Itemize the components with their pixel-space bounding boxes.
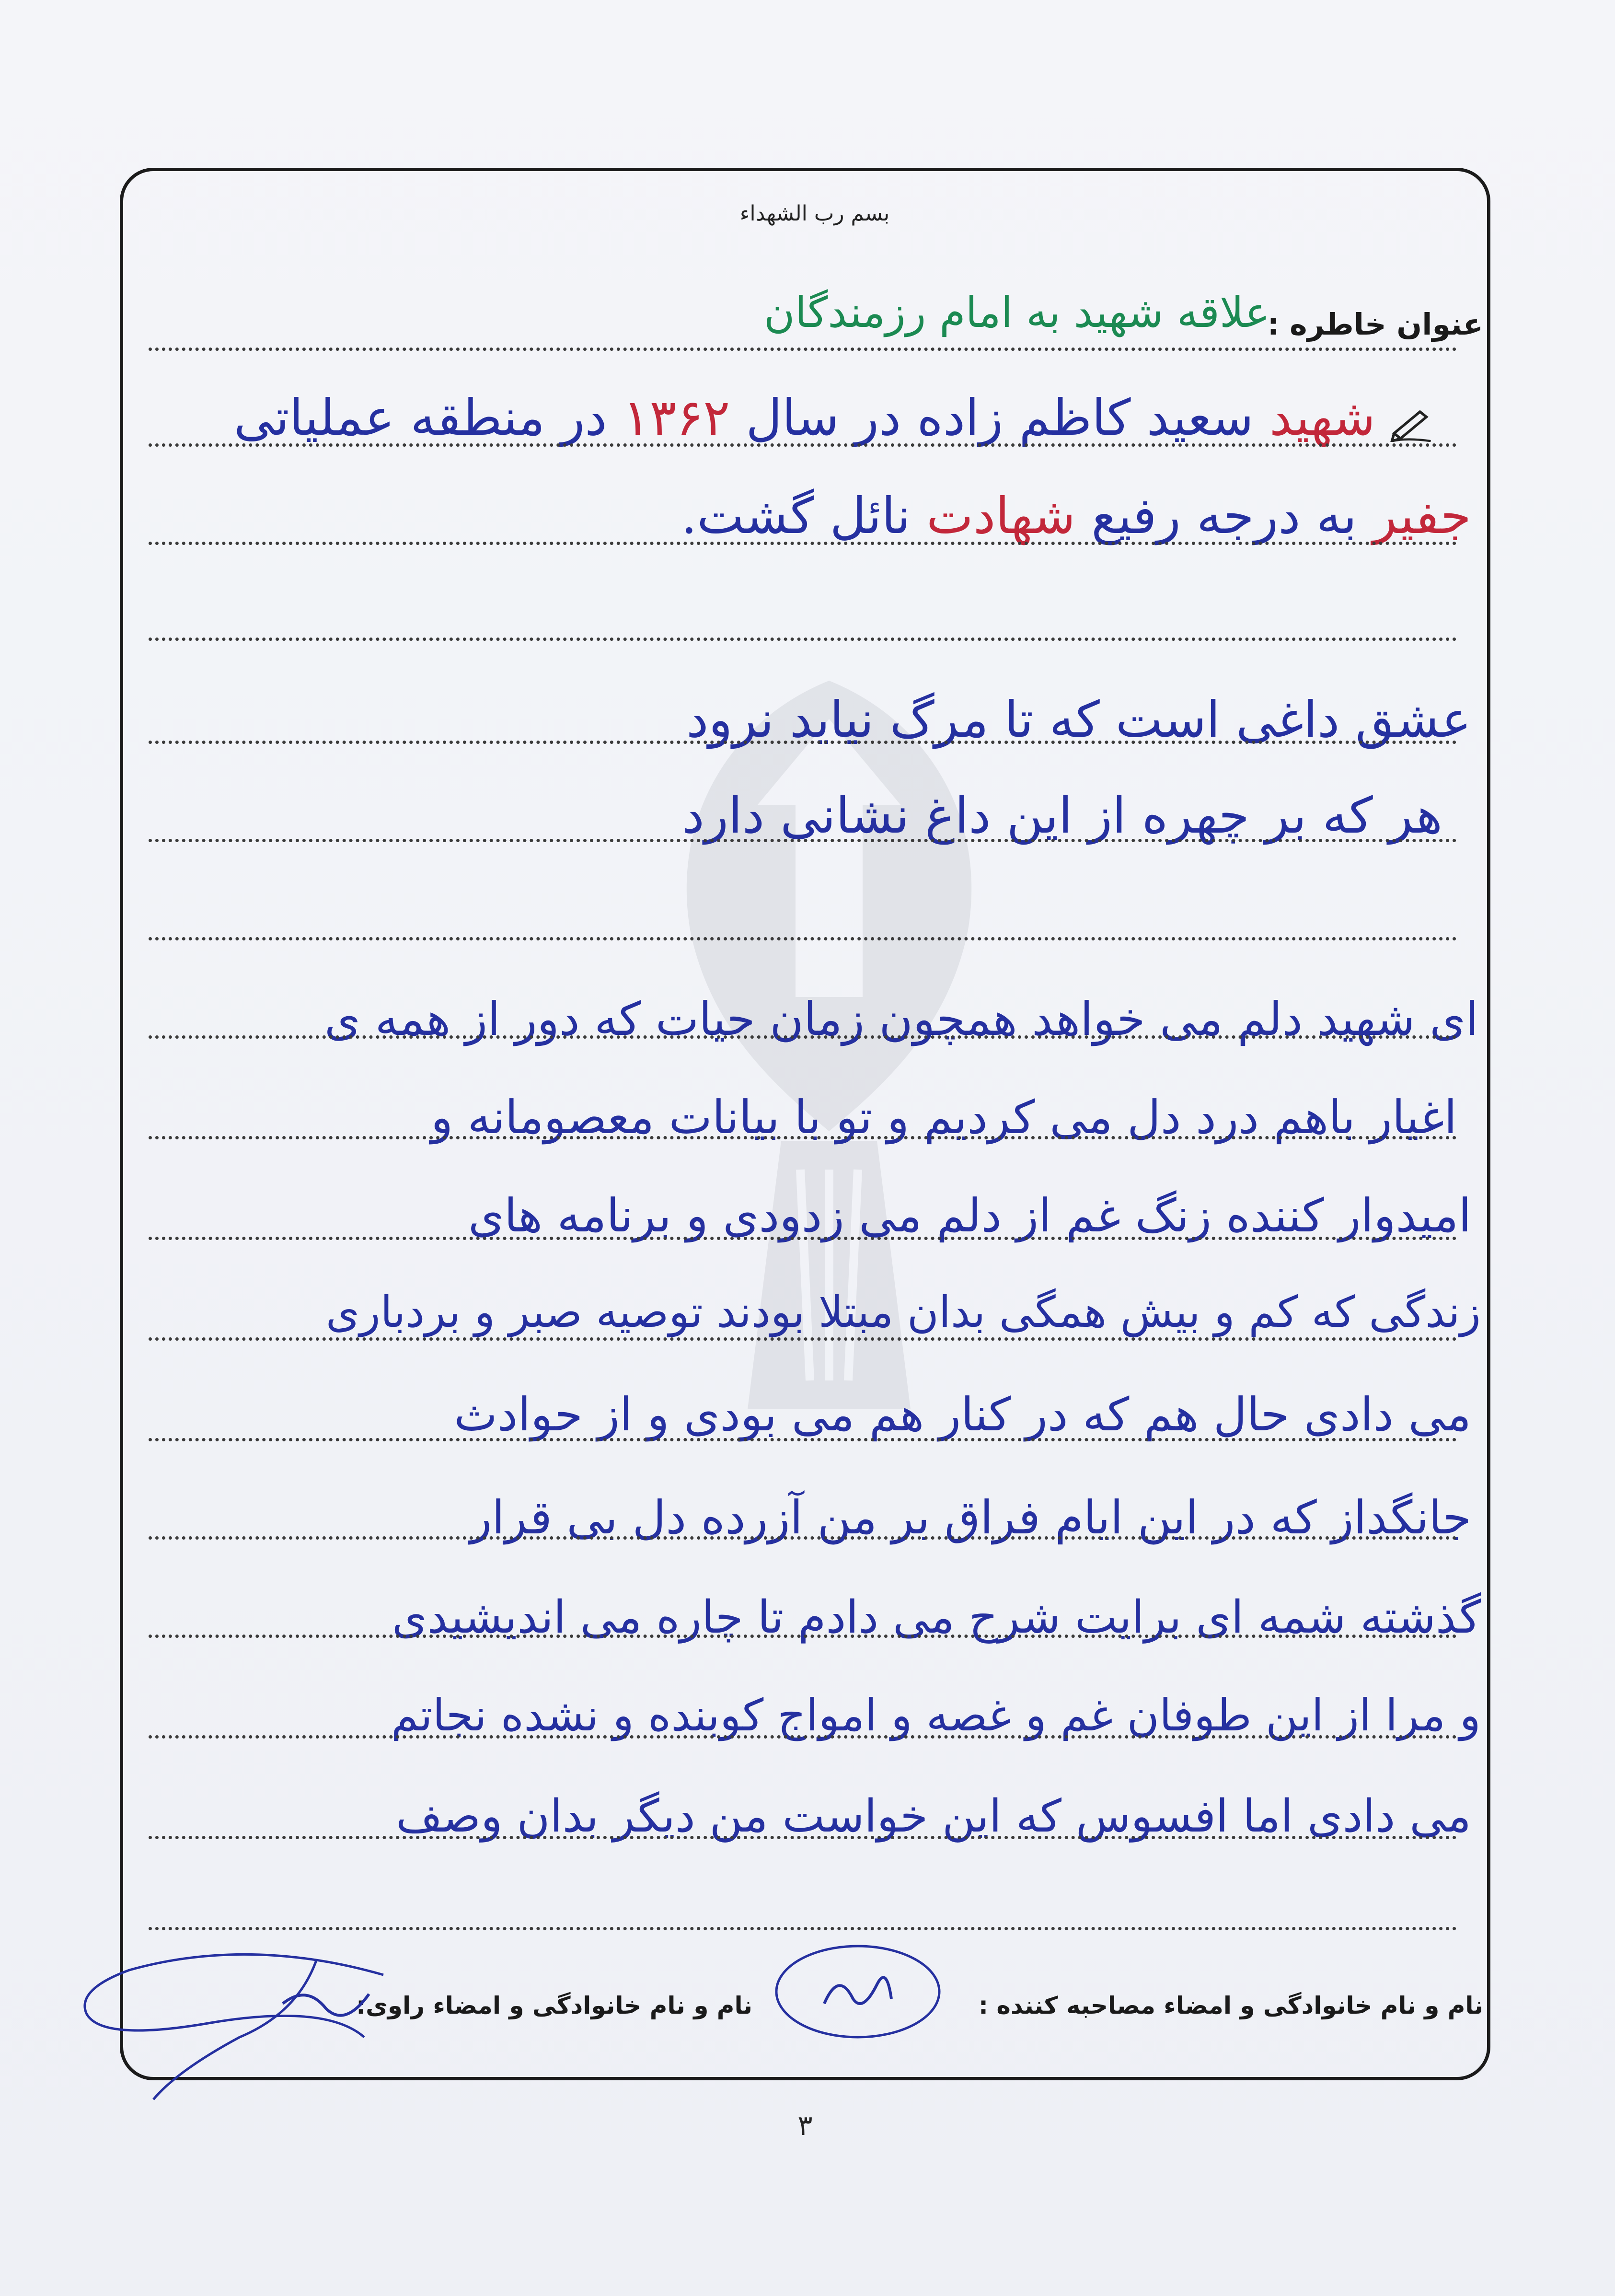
word-shahid: شهید (1269, 388, 1375, 447)
place-jofeir: جفیر (1373, 487, 1471, 545)
attained-text: نائل گشت. (681, 487, 911, 545)
memoir-line-1 (234, 388, 1375, 447)
interviewer-signature-icon (767, 1937, 949, 2047)
memoir-line-2 (681, 487, 1471, 545)
blank-rule-1 (149, 638, 1457, 641)
body-rule-7 (149, 1635, 1457, 1638)
blank-rule-2 (149, 937, 1457, 940)
body-rule-6 (149, 1536, 1457, 1540)
body-rule-8 (149, 1735, 1457, 1739)
degree-text: به درجه رفیع (1091, 487, 1357, 545)
body-line-7: گذشته شمه ای برایت شرح می دادم تا چاره می اندیشیدی (392, 1591, 1481, 1644)
body-rule-9 (149, 1836, 1457, 1839)
poem-rule-2 (149, 839, 1457, 842)
pen-icon (1390, 407, 1433, 442)
martyr-name-text: سعید کاظم زاده در سال (746, 388, 1254, 447)
body-line-2: اغیار باهم درد دل می کردیم و تو با بیانات معصومانه و (430, 1090, 1457, 1144)
poem-line-2: هر که بر چهره از این داغ نشانی دارد (682, 786, 1442, 845)
body-rule-4 (149, 1337, 1457, 1341)
line-2-rule (149, 542, 1457, 545)
narrator-signature-icon (58, 1917, 393, 2109)
operation-region-text: در منطقه عملیاتی (234, 388, 607, 447)
page-number: ۳ (797, 2109, 813, 2142)
body-line-3: امیدوار کننده زنگ غم از دلم می زدودی و برنامه های (468, 1189, 1471, 1242)
body-line-9: می دادی اما افسوس که این خواست من دیگر بدان وصف (396, 1790, 1471, 1843)
martyrdom-year: ۱۳۶۲ (623, 388, 730, 447)
body-rule-1 (149, 1035, 1457, 1039)
line-1-rule (149, 443, 1457, 447)
narrator-label: نام و نام خانوادگی و امضاء راوی: (356, 1992, 752, 2019)
form-header: بسم رب الشهداء (739, 201, 890, 226)
title-rule (149, 348, 1457, 351)
body-rule-3 (149, 1237, 1457, 1240)
body-line-8: و مرا از این طوفان غم و غصه و امواج کوبنده و نشده نجاتم (391, 1690, 1481, 1741)
body-line-4: زندگی که کم و بیش همگی بدان مبتلا بودند توصیه صبر و بردباری (325, 1287, 1481, 1337)
memoir-title-value: علاقه شهید به امام رزمندگان (764, 288, 1270, 337)
interviewer-label: نام و نام خانوادگی و امضاء مصاحبه کننده : (979, 1992, 1483, 2019)
word-martyrdom: شهادت (926, 487, 1076, 545)
body-rule-5 (149, 1438, 1457, 1441)
memoir-title-label: عنوان خاطره : (1267, 307, 1483, 342)
body-line-5: می دادی حال هم که در کنار هم می بودی و از حوادث (454, 1388, 1471, 1441)
body-rule-2 (149, 1136, 1457, 1139)
body-line-1: ای شهید دلم می خواهد همچون زمان حیات که دور از همه ی (324, 992, 1478, 1046)
poem-line-1: عشق داغی است که تا مرگ نیاید نرود (686, 690, 1471, 749)
poem-rule-1 (149, 741, 1457, 744)
body-line-6: جانگداز که در این ایام فراق بر من آزرده دل بی قرار (469, 1491, 1471, 1544)
